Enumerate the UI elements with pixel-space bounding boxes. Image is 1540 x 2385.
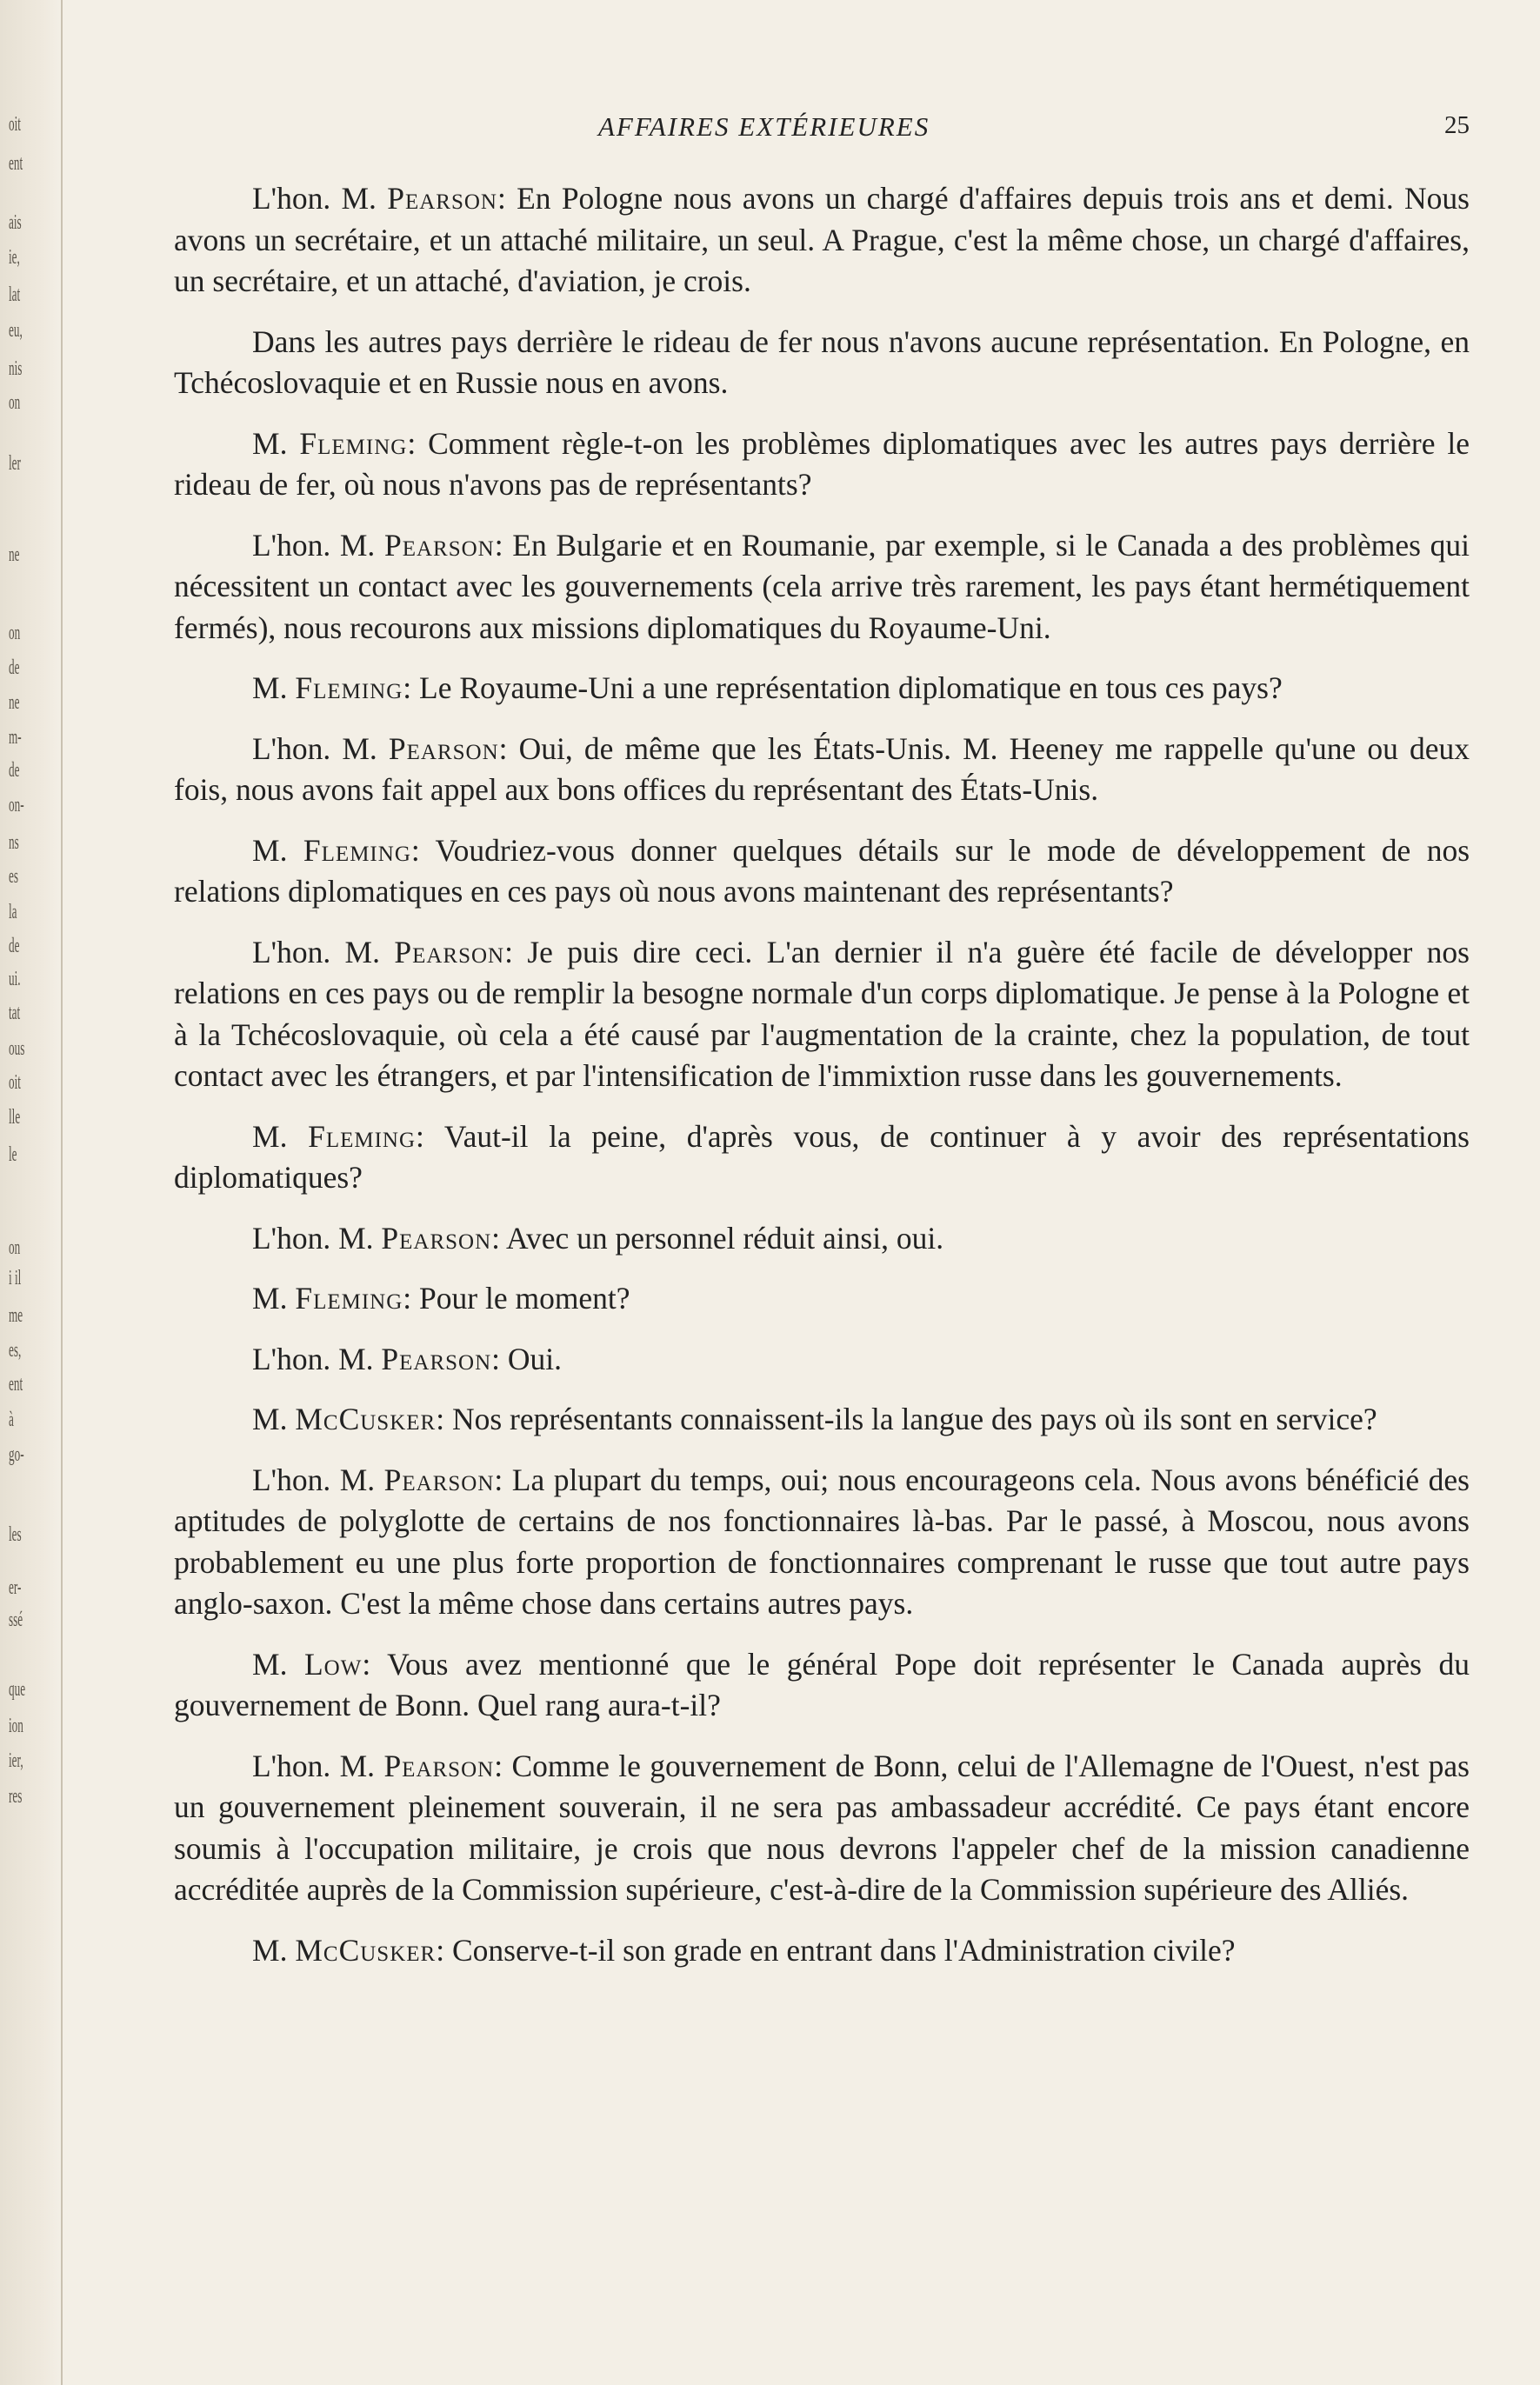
paragraph-text: Dans les autres pays derrière le rideau de fer nous n'avons aucune représentation. En Pologne, en Tchécoslovaquie et en Russie nous en avons.: [174, 323, 1470, 400]
margin-fragment: es,: [9, 1339, 22, 1362]
speaker-name: Pearson: [387, 181, 497, 216]
speaker-title: M.: [252, 1932, 288, 1968]
transcript-paragraph: [174, 932, 1470, 1097]
margin-fragment: on: [9, 391, 21, 414]
transcript-paragraph: [174, 1644, 1470, 1727]
speaker-title: L'hon. M.: [252, 934, 380, 969]
margin-fragment: ent: [9, 1373, 23, 1396]
running-title: AFFAIRES EXTÉRIEURES: [598, 111, 930, 142]
paragraph-text: : La plupart du temps, oui; nous encourageons cela. Nous avons bénéficié des aptitudes de polyglotte de certains de nos fonctionnaires là-bas. Par le passé, à Moscou, nous avons probablement eu une plus forte proportion de fonctionnaires comprenant le russe que tout autre pays anglo-saxon. C'est la même chose dans certains autres pays.: [174, 1462, 1470, 1621]
transcript-paragraph: [174, 322, 1470, 404]
margin-fragment: on: [9, 622, 21, 644]
margin-fragment: lle: [9, 1106, 21, 1129]
margin-fragment: les: [9, 1523, 22, 1546]
speaker-title: M.: [252, 1118, 288, 1154]
speaker-title: M.: [252, 832, 288, 868]
margin-fragment: de: [9, 656, 20, 679]
margin-fragment: go-: [9, 1443, 24, 1466]
transcript-paragraph: [174, 1460, 1470, 1625]
speaker-name: Pearson: [388, 730, 499, 766]
page-number: 25: [1444, 111, 1470, 139]
speaker-name: Fleming: [299, 425, 408, 461]
transcript-paragraph: [174, 1116, 1470, 1199]
paragraph-text: : Pour le moment?: [403, 1281, 630, 1316]
paragraph-text: : Le Royaume-Uni a une représentation diplomatique en tous ces pays?: [403, 670, 1283, 705]
transcript-paragraph: [174, 1339, 1470, 1381]
transcript-paragraph: [174, 1278, 1470, 1320]
transcript-paragraph: [174, 178, 1470, 303]
margin-fragment: ous: [9, 1037, 25, 1060]
margin-fragment: ui.: [9, 968, 21, 990]
speaker-title: L'hon. M.: [252, 181, 377, 216]
speaker-name: Fleming: [295, 670, 403, 705]
speaker-title: L'hon. M.: [252, 527, 376, 563]
speaker-title: M.: [252, 670, 288, 705]
speaker-title: L'hon. M.: [252, 1341, 374, 1376]
margin-fragment: on: [9, 1236, 21, 1259]
transcript-paragraph: [174, 1218, 1470, 1260]
margin-fragment: ler: [9, 452, 21, 475]
margin-fragment: me: [9, 1304, 23, 1327]
speaker-name: Fleming: [295, 1281, 403, 1316]
margin-fragment: tat: [9, 1002, 21, 1024]
speaker-name: Pearson: [381, 1341, 492, 1376]
margin-fragment: ie,: [9, 246, 20, 269]
speaker-title: M.: [252, 1402, 288, 1436]
speaker-title: M.: [252, 1281, 288, 1316]
speaker-name: Pearson: [383, 527, 495, 563]
paragraph-text: : Comment règle-t-on les problèmes diplomatiques avec les autres pays derrière le rideau de fer, où nous n'avons pas de représentants?: [174, 425, 1470, 502]
speaker-name: Pearson: [383, 1748, 495, 1783]
speaker-title: M.: [252, 1646, 288, 1682]
margin-fragment: à: [9, 1409, 14, 1431]
speaker-title: L'hon. M.: [252, 730, 377, 766]
paragraph-text: : En Bulgarie et en Roumanie, par exemple, si le Canada a des problèmes qui nécessitent un contact avec les gouvernements (cela arrive très rarement, les pays étant hermétiquement fermés), nous recourons aux missions diplomatiques du Royaume-Uni.: [174, 527, 1470, 645]
paragraph-text: : Oui, de même que les États-Unis. M. Heeney me rappelle qu'une ou deux fois, nous avons fait appel aux bons offices du représentant des États-Unis.: [174, 730, 1470, 807]
paragraph-text: : Comme le gouvernement de Bonn, celui de l'Allemagne de l'Ouest, n'est pas un gouvernement pleinement souverain, il ne sera pas ambassadeur accrédité. Ce pays étant encore soumis à l'occupation militaire, je crois que nous devrons l'appeler chef de la mission canadienne accréditée auprès de la Commission supérieure, c'est-à-dire de la Commission supérieure des Alliés.: [174, 1748, 1470, 1907]
margin-fragment: lat: [9, 283, 21, 306]
margin-fragment: i il: [9, 1267, 22, 1289]
margin-fragment: ier,: [9, 1749, 23, 1772]
speaker-title: M.: [252, 425, 288, 461]
paragraph-text: : Oui.: [491, 1341, 563, 1376]
margin-fragment: ais: [9, 211, 22, 234]
paragraph-text: : Je puis dire ceci. L'an dernier il n'a guère été facile de développer nos relations en ces pays ou de remplir la besogne normale d'un corps diplomatique. Je pense à la Pologne et à la Tchécoslovaquie, où cela a été causé par l'augmentation de la crainte, chez la population, de tout contact avec les étrangers, et par l'intensification de l'immixtion russe dans les gouvernements.: [174, 934, 1470, 1093]
speaker-name: Pearson: [381, 1220, 492, 1256]
paragraph-text: : Voudriez-vous donner quelques détails sur le mode de développement de nos relations diplomatiques en ces pays où nous avons maintenant des représentants?: [174, 832, 1470, 909]
transcript-paragraph: [174, 1930, 1470, 1972]
margin-fragment: es: [9, 865, 18, 888]
speaker-title: L'hon. M.: [252, 1462, 376, 1497]
margin-fragment: ssé: [9, 1609, 23, 1631]
page-header: [174, 111, 1470, 155]
margin-fragment: ns: [9, 831, 19, 854]
speaker-name: Fleming: [308, 1118, 417, 1154]
paragraph-text: : Vaut-il la peine, d'après vous, de continuer à y avoir des représentations diplomatiques?: [174, 1118, 1470, 1195]
speaker-title: L'hon. M.: [252, 1748, 376, 1783]
transcript-paragraph: [174, 830, 1470, 913]
transcript-paragraph: [174, 423, 1470, 506]
paragraph-text: : Avec un personnel réduit ainsi, oui.: [491, 1220, 944, 1256]
margin-fragment: oit: [9, 1071, 21, 1094]
margin-fragment: oit: [9, 113, 21, 136]
margin-fragment: ion: [9, 1715, 23, 1737]
paragraph-text: : Conserve-t-il son grade en entrant dans l'Administration civile?: [436, 1932, 1236, 1968]
transcript-paragraph: [174, 1746, 1470, 1911]
margin-fragment: de: [9, 759, 20, 782]
margin-fragment: que: [9, 1678, 26, 1701]
speaker-name: Pearson: [394, 934, 505, 969]
margin-fragment: ne: [9, 691, 20, 714]
transcript-paragraph: [174, 668, 1470, 710]
margin-fragment: m-: [9, 726, 22, 749]
margin-fragment: ne: [9, 543, 20, 566]
facing-page-margin: [0, 0, 63, 2385]
speaker-name: Pearson: [383, 1462, 495, 1497]
margin-fragment: eu,: [9, 319, 23, 342]
speaker-name: McCusker: [295, 1402, 437, 1436]
paragraph-text: : Nos représentants connaissent-ils la langue des pays où ils sont en service?: [436, 1402, 1377, 1436]
speaker-name: McCusker: [295, 1932, 437, 1968]
margin-fragment: le: [9, 1143, 17, 1166]
transcript-paragraph: [174, 729, 1470, 811]
transcript-paragraph: [174, 1399, 1470, 1441]
speaker-name: Fleming: [303, 832, 411, 868]
margin-fragment: res: [9, 1785, 23, 1808]
transcript-paragraph: [174, 525, 1470, 650]
margin-fragment: nis: [9, 357, 23, 380]
speaker-title: L'hon. M.: [252, 1220, 374, 1256]
page-body: [174, 178, 1470, 1990]
margin-fragment: on-: [9, 794, 24, 816]
paragraph-text: : En Pologne nous avons un chargé d'affaires depuis trois ans et demi. Nous avons un secrétaire, et un attaché militaire, un seul. A Prague, c'est la même chose, un chargé d'affaires, un secrétaire, et un attaché, d'aviation, je crois.: [174, 181, 1470, 298]
margin-fragment: er-: [9, 1576, 22, 1599]
margin-fragment: de: [9, 935, 20, 957]
margin-fragment: ent: [9, 152, 23, 175]
paragraph-text: : Vous avez mentionné que le général Pope doit représenter le Canada auprès du gouvernement de Bonn. Quel rang aura-t-il?: [174, 1646, 1470, 1722]
speaker-name: Low: [303, 1646, 363, 1682]
margin-fragment: la: [9, 901, 17, 923]
